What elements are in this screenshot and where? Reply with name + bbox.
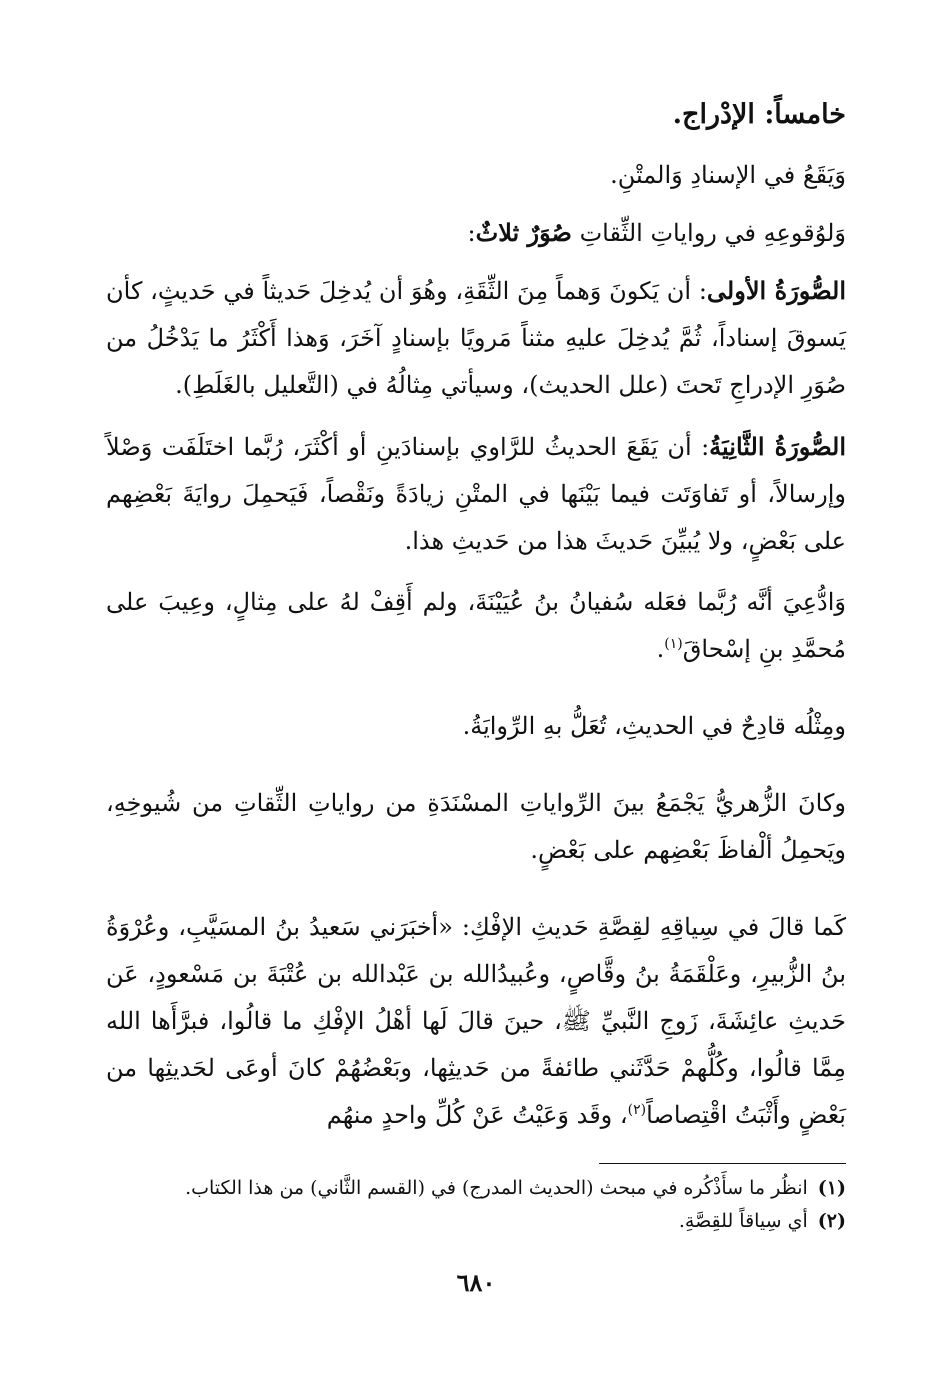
paragraph-1 [106, 152, 846, 199]
paragraph-8-end: ، وقَد وَعَيْتُ عَنْ كُلِّ واحدٍ منهُم [326, 1100, 628, 1129]
paragraph-2-suffix: : [467, 218, 476, 247]
footnote-divider [599, 1163, 846, 1164]
paragraph-2 [106, 209, 846, 257]
footnote-number: (١) [817, 1177, 846, 1199]
paragraph-6-text: ومِثْلُه قادِحٌ في الحديثِ، تُعَلُّ بهِ الرِّوايَةُ. [462, 711, 846, 740]
section-heading: خامساً: الإدْراج. [672, 99, 846, 130]
paragraph-5-end: . [656, 634, 665, 663]
paragraph-8-text: كَما قالَ في سِياقِهِ لقِصَّةِ حَديثِ الإفْكِ: «أخبَرَني سَعيدُ بنُ المسَيَّبِ، وعُرْوَةُ بنُ الزُّبيرِ، وعَلْقَمَةُ بنُ وقَّاصٍ، وعُبيدُالله بن عَبْدالله بن عُتْبَةَ بن مَسْعودٍ، عَن حَديثِ عائِشَةَ، زَوجِ النَّبيِّ ﷺ، حينَ قالَ لَها أهْلُ الإفْكِ ما قالُوا، فبرَّأَها الله مِمَّا قالُوا، وكُلُّهمْ حَدَّثَني طائفةً من حَديثِها، وبَعْضُهُمْ كانَ أوعَى لحَديثِها من بَعْضٍ وأَثْبَتُ اقْتِصاصاً [106, 912, 846, 1129]
paragraph-7 [106, 780, 846, 874]
footnotes [106, 1172, 846, 1238]
paragraph-first-form [106, 267, 846, 409]
footnote-ref-2[interactable]: (٢) [627, 1101, 647, 1118]
second-form-body: : أن يَقَعَ الحديثُ للرَّاوي بإسنادَينِ أو أكْثَرَ، رُبَّما اختَلَفَت وَصْلاً وإرسالاً، أو تَفاوَتَت فيما بَيْنَها في المتْنِ زيادَةً ونَقْصاً، فَيَحمِلَ روايَةَ بَعْضِهم على بَعْضٍ، ولا يُبيِّنَ حَديثَ هذا من حَديثِ هذا. [106, 432, 846, 555]
paragraph-8 [106, 904, 846, 1139]
footnote-item [106, 1172, 846, 1205]
second-form-title: الصُّورَةُ الثَّانِيَةُ [709, 431, 846, 461]
footnote-item [106, 1205, 846, 1238]
paragraph-2-prefix: وَلوُقوعِهِ في رواياتِ الثِّقاتِ [579, 218, 846, 247]
paragraph-2-bold: صُوَرٌ ثلاثٌ [475, 217, 572, 247]
paragraph-5 [106, 579, 846, 673]
paragraph-7-text: وكانَ الزُّهريُّ يَجْمَعُ بينَ الرِّواياتِ المسْنَدَةِ من رواياتِ الثِّقاتِ من شُيوخِهِ، ويَحمِلُ ألْفاظَ بَعْضِهم على بَعْضٍ. [106, 788, 846, 864]
footnote-number: (٢) [817, 1210, 846, 1232]
footnote-ref-1[interactable]: (١) [664, 635, 683, 652]
paragraph-5-text: وَادُّعِيَ أنَّه رُبَّما فعَله سُفيانُ بنُ عُيَيْنَةَ، ولم أَقِفْ لهُ على مِثالٍ، وعِيبَ على مُحمَّدِ بنِ إسْحاقَ [106, 587, 846, 663]
first-form-title: الصُّورَةُ الأولى [706, 275, 846, 305]
footnote-text: انظُر ما سأَذْكُره في مبحث (الحديث المدرج) في (القسم الثَّاني) من هذا الكتاب. [185, 1177, 808, 1199]
paragraph-6 [106, 703, 846, 750]
paragraph-1-text: وَيَقَعُ في الإسنادِ وَالمتْنِ. [610, 160, 846, 189]
footnote-text: أي سِياقاً للقِصَّةِ. [678, 1210, 808, 1232]
page-number: ٦٨٠ [456, 1268, 496, 1297]
first-form-body: : أن يَكونَ وَهماً مِنَ الثِّقَةِ، وهُوَ أن يُدخِلَ حَديثاً في حَديثٍ، كأن يَسوقَ إسناداً، ثُمَّ يُدخِلَ عليهِ مثناً مَرويًا بإسنادٍ آخَرَ، وَهذا أَكْثَرُ ما يَدْخُلُ من صُوَرِ الإدراجِ تَحتَ (علل الحديث)، وسيأتي مِثالُهُ في (التَّعليل بالغَلَطِ). [106, 276, 847, 399]
paragraph-second-form [106, 423, 846, 565]
page-body [106, 92, 846, 1153]
